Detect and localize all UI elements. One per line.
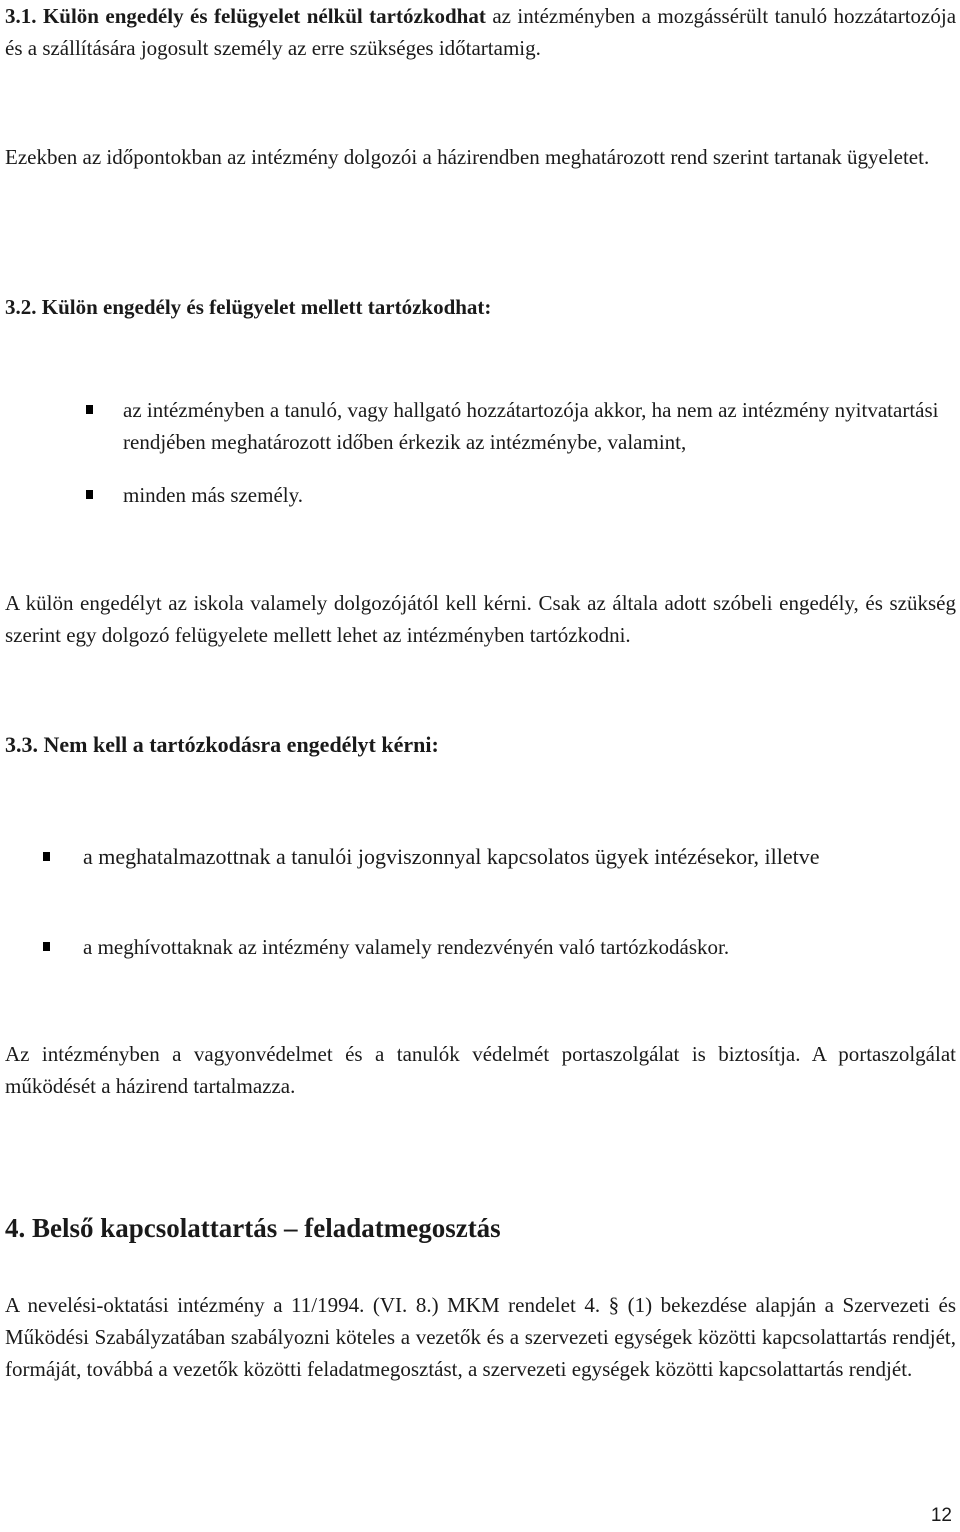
square-bullet-icon xyxy=(43,852,50,861)
page-number: 12 xyxy=(930,1505,952,1526)
square-bullet-icon xyxy=(86,405,93,414)
section-3-3-heading xyxy=(5,729,956,761)
list-item xyxy=(43,931,956,963)
list-item-text: a meghatalmazottnak a tanulói jogviszonnyal kapcsolatos ügyek intézésekor, illetve xyxy=(83,844,820,869)
list-item xyxy=(86,479,956,511)
section-3-1-rest: az intézményben a mozgássérült tanuló hozzátartozója és a szállítására jogosult személy az erre szükséges időtartamig. xyxy=(5,4,957,60)
list-item xyxy=(43,840,956,874)
section-3-2-heading-text: 3.2. Külön engedély és felügyelet mellett tartózkodhat: xyxy=(5,295,492,319)
section-3-2-heading xyxy=(5,291,956,323)
section-4-heading: 4. Belső kapcsolattartás – feladatmegosztás xyxy=(5,1213,501,1243)
square-bullet-icon xyxy=(43,942,50,951)
security-paragraph: Az intézményben a vagyonvédelmet és a tanulók védelmét portaszolgálat is biztosítja. A portaszolgálat működését a házirend tartalmazza. xyxy=(5,1042,956,1098)
section-3-1-bold-text: Külön engedély és felügyelet nélkül tartózkodhat xyxy=(42,4,486,28)
square-bullet-icon xyxy=(86,490,93,499)
duty-paragraph: Ezekben az időpontokban az intézmény dolgozói a házirendben meghatározott rend szerint tartanak ügyeletet. xyxy=(5,145,930,169)
list-item xyxy=(86,394,956,458)
section-4-paragraph: A nevelési-oktatási intézmény a 11/1994. (VI. 8.) MKM rendelet 4. § (1) bekezdése alapján a Szervezeti és Működési Szabályzatában szabályozni köteles a vezetők és a szervezeti egységek közötti kapcsolattartás rendjét, formáját, továbbá a vezetők közötti feladatmegosztást, a szervezeti egységek közötti kapcsolattartás rendjét. xyxy=(5,1293,956,1381)
section-3-3-heading-text: 3.3. Nem kell a tartózkodásra engedélyt kérni: xyxy=(5,732,439,757)
list-item-text: az intézményben a tanuló, vagy hallgató hozzátartozója akkor, ha nem az intézmény nyitvatartási rendjében meghatározott időben érkezik az intézménybe, valamint, xyxy=(123,398,939,454)
list-item-text: a meghívottaknak az intézmény valamely rendezvényén való tartózkodáskor. xyxy=(83,935,730,959)
list-item-text: minden más személy. xyxy=(123,483,304,507)
section-3-2-paragraph: A külön engedélyt az iskola valamely dolgozójától kell kérni. Csak az általa adott szóbeli engedély, és szükség szerint egy dolgozó felügyelete mellett lehet az intézményben tartózkodni. xyxy=(5,591,956,647)
section-3-1-number: 3.1. xyxy=(5,4,37,28)
section-3-1-paragraph xyxy=(5,0,956,64)
